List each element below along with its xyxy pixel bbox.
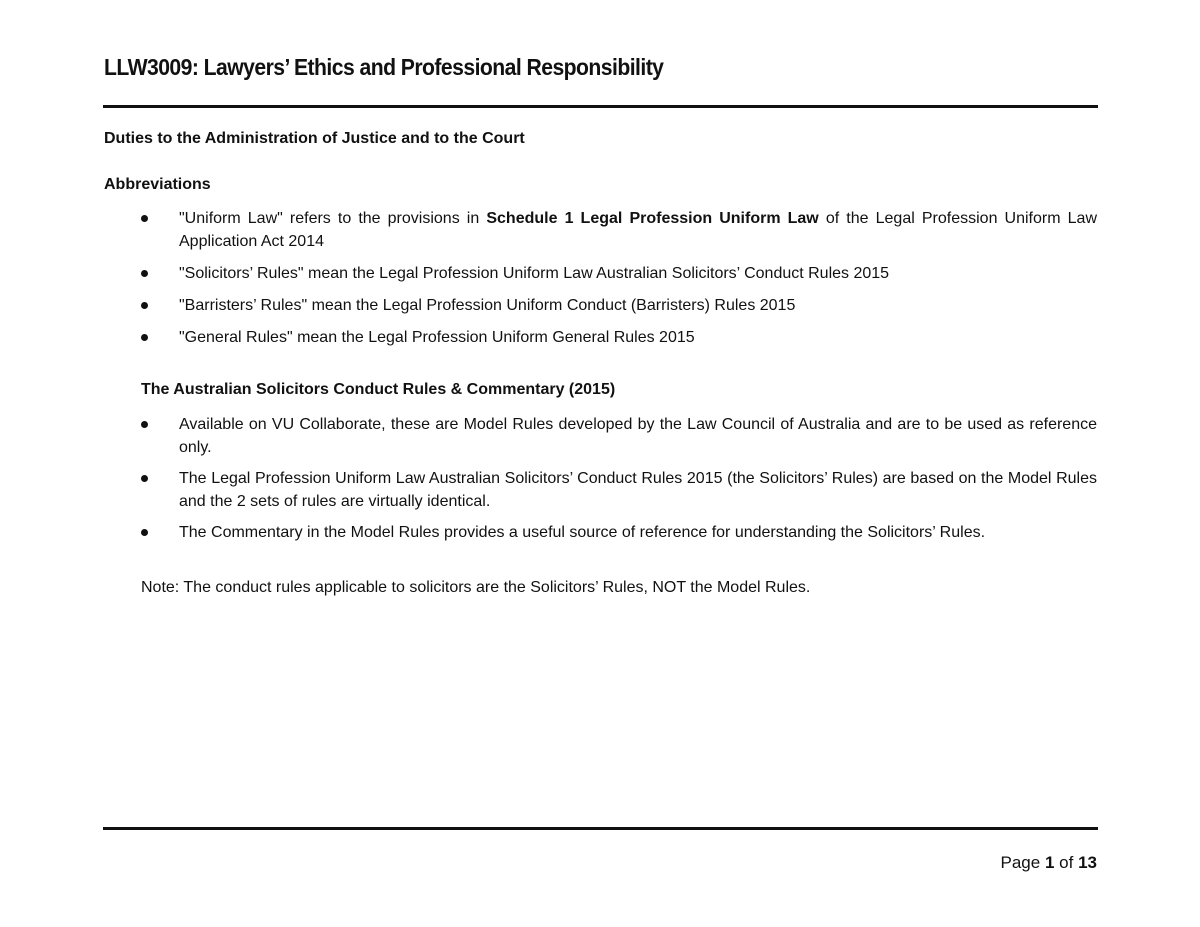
list-item: [141, 467, 1097, 513]
page-label: Page: [1000, 853, 1041, 872]
bullet-icon: [141, 302, 148, 309]
list-item-text-pre: "Uniform Law" refers to the provisions in: [179, 210, 487, 227]
list-item: [141, 294, 1097, 317]
list-item-text: Available on VU Collaborate, these are Model Rules developed by the Law Council of Australia and are to be used as reference only.: [179, 416, 1097, 456]
page-current: 1: [1044, 853, 1055, 872]
list-item-text: The Legal Profession Uniform Law Australian Solicitors’ Conduct Rules 2015 (the Solicitors’ Rules) are based on the Model Rules and the 2 sets of rules are virtually identical.: [179, 470, 1097, 510]
bullet-icon: [141, 270, 148, 277]
bullet-icon: [141, 215, 148, 222]
list-item-text: The Commentary in the Model Rules provides a useful source of reference for understanding the Solicitors’ Rules.: [179, 524, 986, 541]
list-item: [141, 262, 1097, 285]
bullet-icon: [141, 421, 148, 428]
page-number: [1001, 853, 1097, 873]
list-item-text: "General Rules" mean the Legal Profession Uniform General Rules 2015: [179, 329, 695, 346]
bullet-icon: [141, 334, 148, 341]
list-item: [141, 521, 1097, 544]
list-item: [141, 326, 1097, 349]
section-heading: Duties to the Administration of Justice and to the Court: [104, 130, 525, 147]
footer-divider: [103, 827, 1098, 830]
list-item: [141, 207, 1097, 253]
page-total: 13: [1078, 853, 1097, 872]
bullet-icon: [141, 529, 148, 536]
bullet-icon: [141, 475, 148, 482]
list-item-text: "Barristers’ Rules" mean the Legal Profession Uniform Conduct (Barristers) Rules 2015: [179, 297, 796, 314]
header-divider: [103, 105, 1098, 108]
list-item-text-bold: Schedule 1 Legal Profession Uniform Law: [486, 210, 819, 227]
page-title: LLW3009: Lawyers’ Ethics and Professional Responsibility: [104, 54, 664, 80]
conduct-rules-list: [141, 413, 1097, 544]
abbreviations-heading: Abbreviations: [104, 176, 211, 193]
list-item-text: [179, 210, 1097, 250]
note-text: Note: The conduct rules applicable to solicitors are the Solicitors’ Rules, NOT the Model Rules.: [141, 579, 811, 596]
list-item-text: "Solicitors’ Rules" mean the Legal Profession Uniform Law Australian Solicitors’ Conduct Rules 2015: [179, 265, 890, 282]
conduct-rules-heading: The Australian Solicitors Conduct Rules & Commentary (2015): [141, 381, 616, 398]
of-label: of: [1059, 853, 1074, 872]
abbreviations-list: [141, 207, 1097, 349]
list-item: [141, 413, 1097, 459]
list-item-text-post: of the Legal Profession Uniform Law Application Act 2014: [179, 210, 1098, 250]
